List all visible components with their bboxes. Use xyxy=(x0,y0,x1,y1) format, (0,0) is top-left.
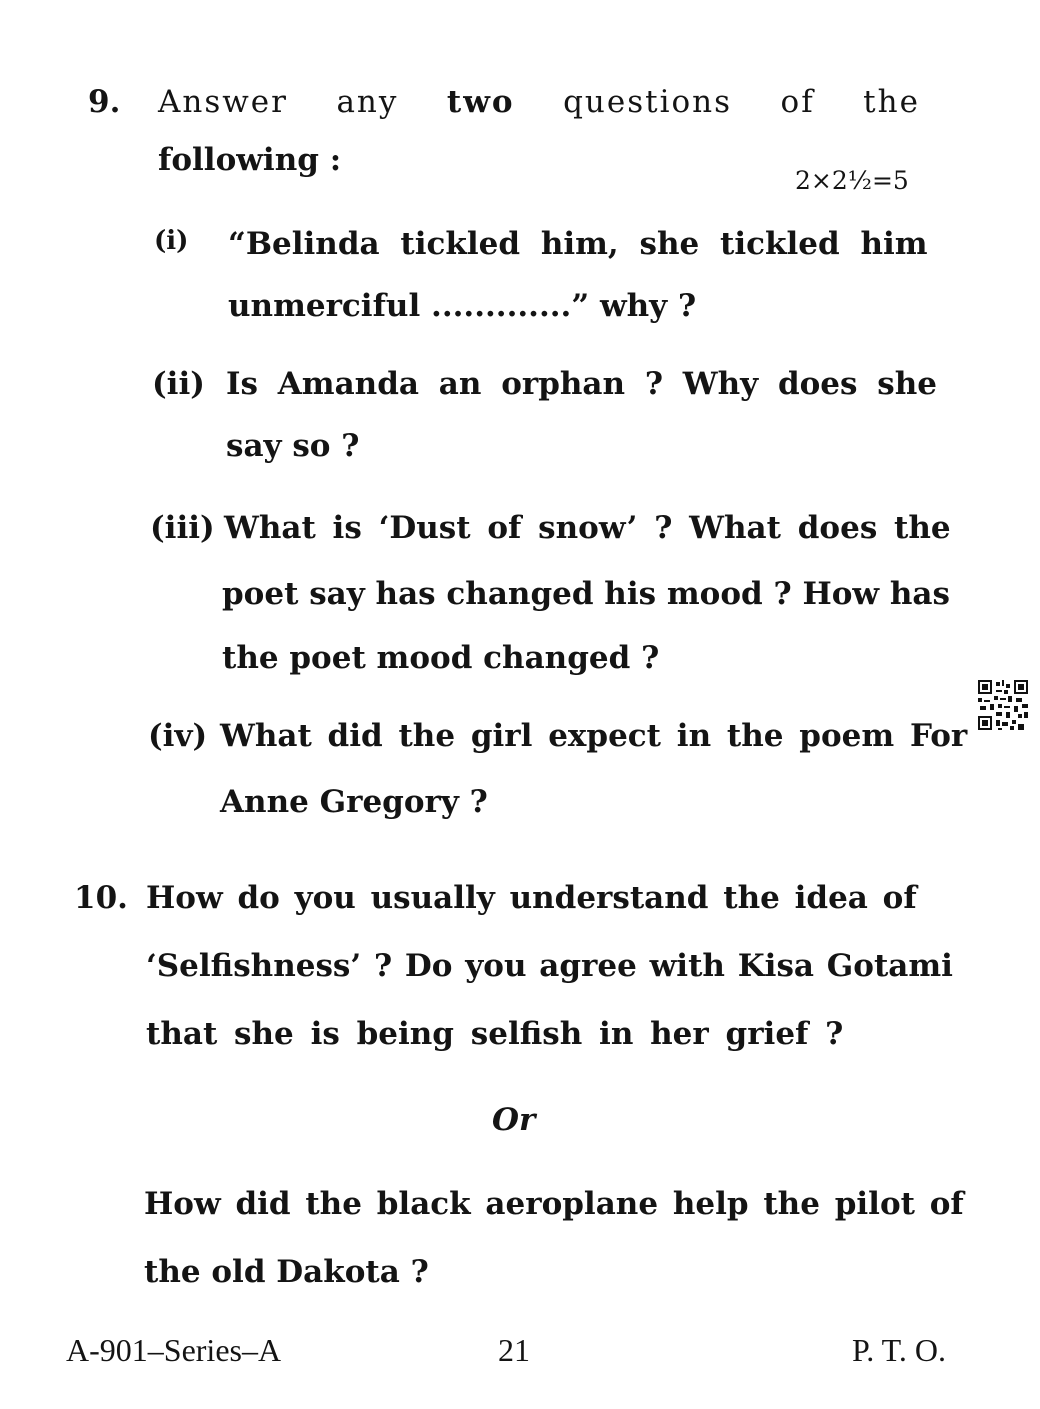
question-9-line-2: following : xyxy=(158,142,342,178)
or-separator: Or xyxy=(492,1102,536,1138)
question-10-alt-line-1: How did the black aeroplane help the pilot of xyxy=(144,1186,964,1222)
question-10-line-1: How do you usually understand the idea of xyxy=(146,880,917,916)
sub-question-iv-line-1: What did the girl expect in the poem For xyxy=(220,718,968,754)
q9-word: of xyxy=(780,84,815,120)
sub-question-ii-line-1: Is Amanda an orphan ? Why does she xyxy=(226,366,937,402)
question-9-line-1 xyxy=(158,84,920,120)
sub-question-i-label: (i) xyxy=(154,226,189,256)
question-9-number: 9. xyxy=(88,84,121,120)
question-9-marks: 2×2½=5 xyxy=(795,166,909,195)
sub-question-iii-line-1: What is ‘Dust of snow’ ? What does the xyxy=(224,510,951,546)
q9-word: Answer xyxy=(158,84,288,120)
q9-word: two xyxy=(446,84,515,120)
paper-code: A-901–Series–A xyxy=(66,1332,282,1368)
qr-code-icon xyxy=(978,680,1028,730)
sub-question-i-line-1: “Belinda tickled him, she tickled him xyxy=(228,226,928,262)
question-10-number: 10. xyxy=(74,880,128,916)
sub-question-iii-line-2: poet say has changed his mood ? How has xyxy=(222,576,950,612)
question-10-line-2: ‘Selfishness’ ? Do you agree with Kisa Gotami xyxy=(146,948,953,984)
sub-question-iv-line-2: Anne Gregory ? xyxy=(220,784,488,820)
sub-question-iii-line-3: the poet mood changed ? xyxy=(222,640,660,676)
question-10-line-3: that she is being selfish in her grief ? xyxy=(146,1016,844,1052)
sub-question-iv-label: (iv) xyxy=(148,718,208,754)
q9-word: questions xyxy=(563,84,733,120)
page-number: 21 xyxy=(498,1332,530,1368)
sub-question-i-line-2: unmerciful .............” why ? xyxy=(228,288,697,324)
please-turn-over: P. T. O. xyxy=(852,1332,946,1368)
question-10-alt-line-2: the old Dakota ? xyxy=(144,1254,429,1290)
q9-word: the xyxy=(863,84,920,120)
sub-question-ii-label: (ii) xyxy=(152,366,205,402)
sub-question-iii-label: (iii) xyxy=(150,510,215,546)
q9-word: any xyxy=(336,84,399,120)
sub-question-ii-line-2: say so ? xyxy=(226,428,360,464)
